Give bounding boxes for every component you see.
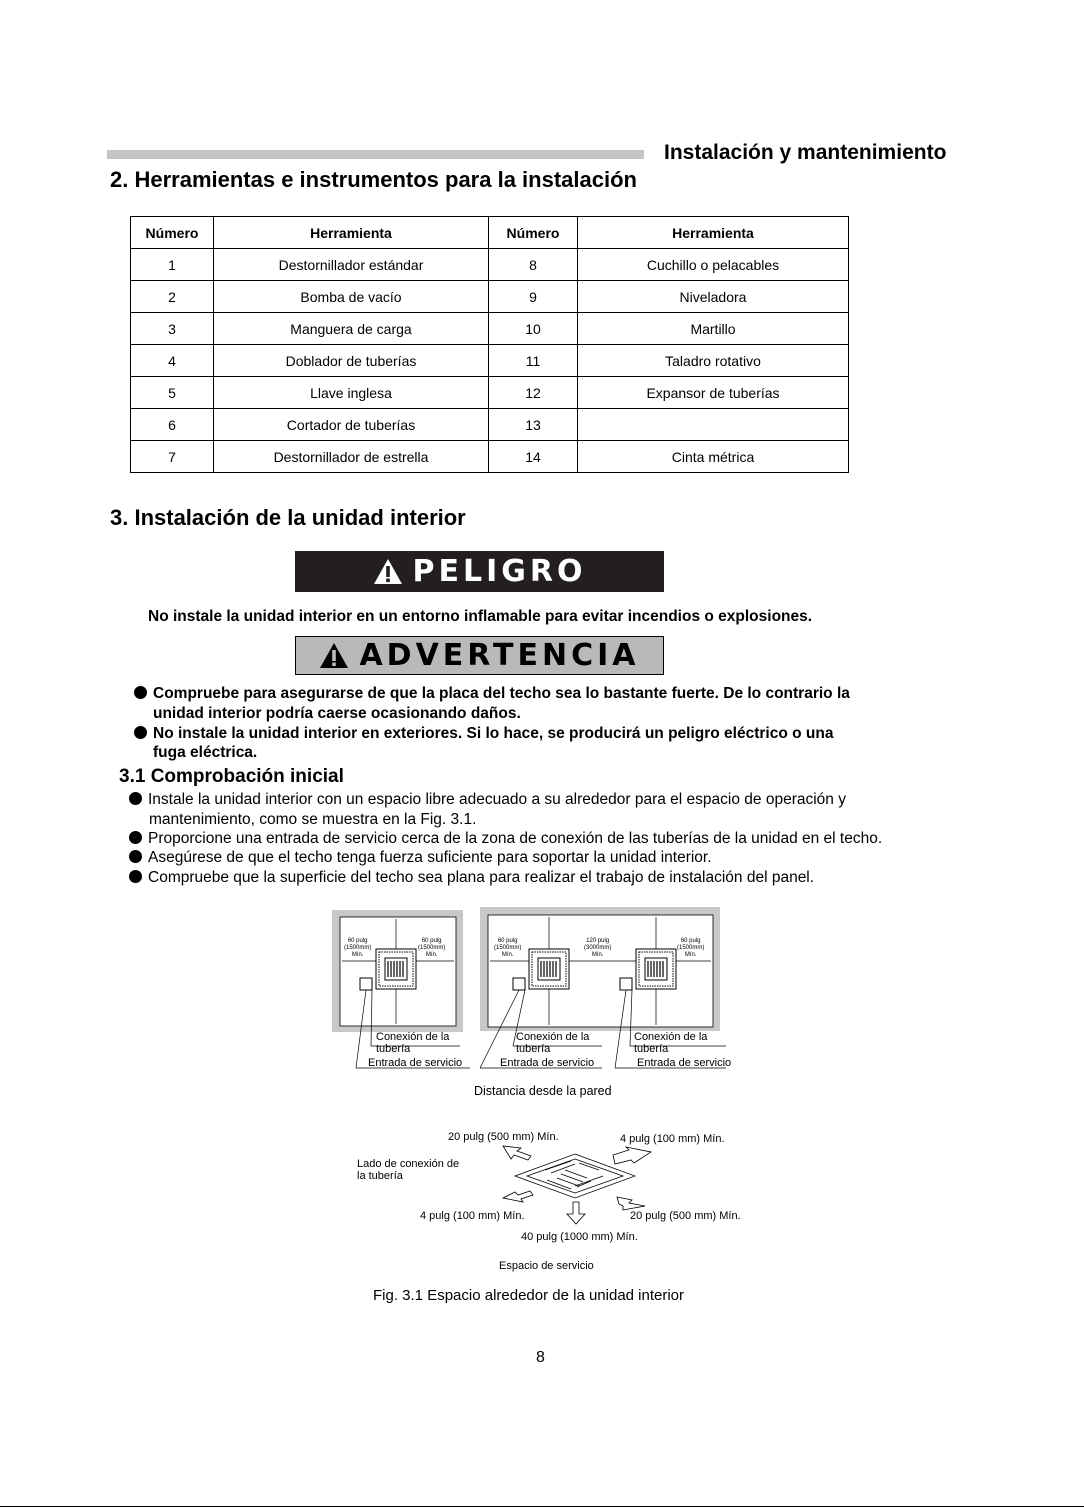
header-section-title: Instalación y mantenimiento: [664, 141, 947, 164]
cell: Doblador de tuberías: [214, 345, 489, 377]
pipe-connection-label: Conexión de la tubería: [376, 1031, 450, 1055]
table-row: [131, 441, 849, 473]
wall-distance-caption: Distancia desde la pared: [474, 1084, 612, 1098]
table-row: [131, 249, 849, 281]
cell: Llave inglesa: [214, 377, 489, 409]
section-3-title: 3. Instalación de la unidad interior: [110, 505, 466, 530]
service-space-caption: Espacio de servicio: [499, 1260, 594, 1272]
dim-label-left: 60 pulg (1500mm) Mín.: [344, 938, 372, 958]
clearance-bottom-left: 4 pulg (100 mm) Mín.: [420, 1210, 525, 1222]
tools-table: [130, 216, 849, 473]
cell: 4: [131, 345, 214, 377]
bullet-icon: [129, 792, 142, 805]
cell: 14: [489, 441, 578, 473]
bullet-icon: [129, 850, 142, 863]
cell: 8: [489, 249, 578, 281]
check-item: Proporcione una entrada de servicio cerca de la zona de conexión de las tuberías de la unidad en el techo.: [129, 830, 882, 848]
subsection-3-1-title: 3.1 Comprobación inicial: [119, 766, 344, 787]
cell: 12: [489, 377, 578, 409]
cell: Taladro rotativo: [578, 345, 849, 377]
warning-item: No instale la unidad interior en exteriores. Si lo hace, se producirá un peligro eléctrico o una: [134, 725, 833, 743]
cell: 11: [489, 345, 578, 377]
cell: Expansor de tuberías: [578, 377, 849, 409]
danger-banner: [295, 551, 664, 592]
danger-label: PELIGRO: [412, 554, 587, 589]
warning-item-continuation: fuga eléctrica.: [153, 744, 258, 761]
dim-label-middle: 120 pulg (3000mm) Mín.: [584, 938, 612, 958]
check-item: Compruebe que la superficie del techo sea plana para realizar el trabajo de instalación del panel.: [129, 869, 814, 887]
cell: 6: [131, 409, 214, 441]
table-row: [131, 281, 849, 313]
table-row: [131, 409, 849, 441]
service-entry-label: Entrada de servicio: [368, 1057, 463, 1069]
cell: 7: [131, 441, 214, 473]
tools-table-header: [131, 217, 849, 249]
danger-text: No instale la unidad interior en un entorno inflamable para evitar incendios o explosiones.: [148, 608, 813, 625]
cell: 3: [131, 313, 214, 345]
service-entry-label: Entrada de servicio: [500, 1057, 595, 1069]
table-row: [131, 345, 849, 377]
cell: Bomba de vacío: [214, 281, 489, 313]
page-bottom-rule: [0, 1506, 1084, 1507]
section-2-title: 2. Herramientas e instrumentos para la instalación: [110, 167, 637, 192]
cell: 2: [131, 281, 214, 313]
cell: Cinta métrica: [578, 441, 849, 473]
cell: Manguera de carga: [214, 313, 489, 345]
warning-label: ADVERTENCIA: [359, 638, 640, 673]
warning-triangle-icon: [373, 558, 403, 585]
warning-banner: [295, 636, 664, 675]
col-header-tool: Herramienta: [214, 217, 489, 249]
clearance-top-right: 4 pulg (100 mm) Mín.: [620, 1133, 725, 1145]
cell: [578, 409, 849, 441]
page-number: 8: [536, 1349, 545, 1366]
col-header-tool: Herramienta: [578, 217, 849, 249]
pipe-connection-label: Conexión de la tubería: [516, 1031, 590, 1055]
dim-label-left: 60 pulg (1500mm) Mín.: [494, 938, 522, 958]
cell: 5: [131, 377, 214, 409]
cell: 9: [489, 281, 578, 313]
clearance-top-left: 20 pulg (500 mm) Mín.: [448, 1131, 559, 1143]
cell: Destornillador de estrella: [214, 441, 489, 473]
cell: Destornillador estándar: [214, 249, 489, 281]
clearance-bottom: 40 pulg (1000 mm) Mín.: [521, 1231, 638, 1243]
clearance-bottom-right: 20 pulg (500 mm) Mín.: [630, 1210, 741, 1222]
bullet-icon: [134, 726, 147, 739]
cell: Cuchillo o pelacables: [578, 249, 849, 281]
col-header-number: Número: [131, 217, 214, 249]
warning-triangle-icon: [319, 642, 349, 669]
table-row: [131, 377, 849, 409]
dim-label-right: 60 pulg (1500mm) Mín.: [677, 938, 705, 958]
service-entry-label: Entrada de servicio: [637, 1057, 732, 1069]
cell: Niveladora: [578, 281, 849, 313]
header-rule: [107, 150, 644, 159]
pipe-connection-label: Conexión de la tubería: [634, 1031, 708, 1055]
cell: 13: [489, 409, 578, 441]
table-row: [131, 313, 849, 345]
col-header-number: Número: [489, 217, 578, 249]
check-item: Asegúrese de que el techo tenga fuerza suficiente para soportar la unidad interior.: [129, 849, 712, 867]
cell: Martillo: [578, 313, 849, 345]
cell: 1: [131, 249, 214, 281]
bullet-icon: [129, 831, 142, 844]
check-item-continuation: mantenimiento, como se muestra en la Fig. 3.1.: [149, 811, 477, 828]
dim-label-right: 60 pulg (1500mm) Mín.: [418, 938, 446, 958]
warning-item: Compruebe para asegurarse de que la placa del techo sea lo bastante fuerte. De lo contrario la: [134, 685, 850, 703]
pipe-side-label: Lado de conexión de la tubería: [357, 1158, 460, 1182]
figure-caption: Fig. 3.1 Espacio alrededor de la unidad interior: [373, 1287, 685, 1304]
bullet-icon: [134, 686, 147, 699]
cell: 10: [489, 313, 578, 345]
warning-item-continuation: unidad interior podría caerse ocasionando daños.: [153, 705, 521, 722]
check-item: Instale la unidad interior con un espacio libre adecuado a su alrededor para el espacio de operación y: [129, 791, 846, 809]
bullet-icon: [129, 870, 142, 883]
cell: Cortador de tuberías: [214, 409, 489, 441]
